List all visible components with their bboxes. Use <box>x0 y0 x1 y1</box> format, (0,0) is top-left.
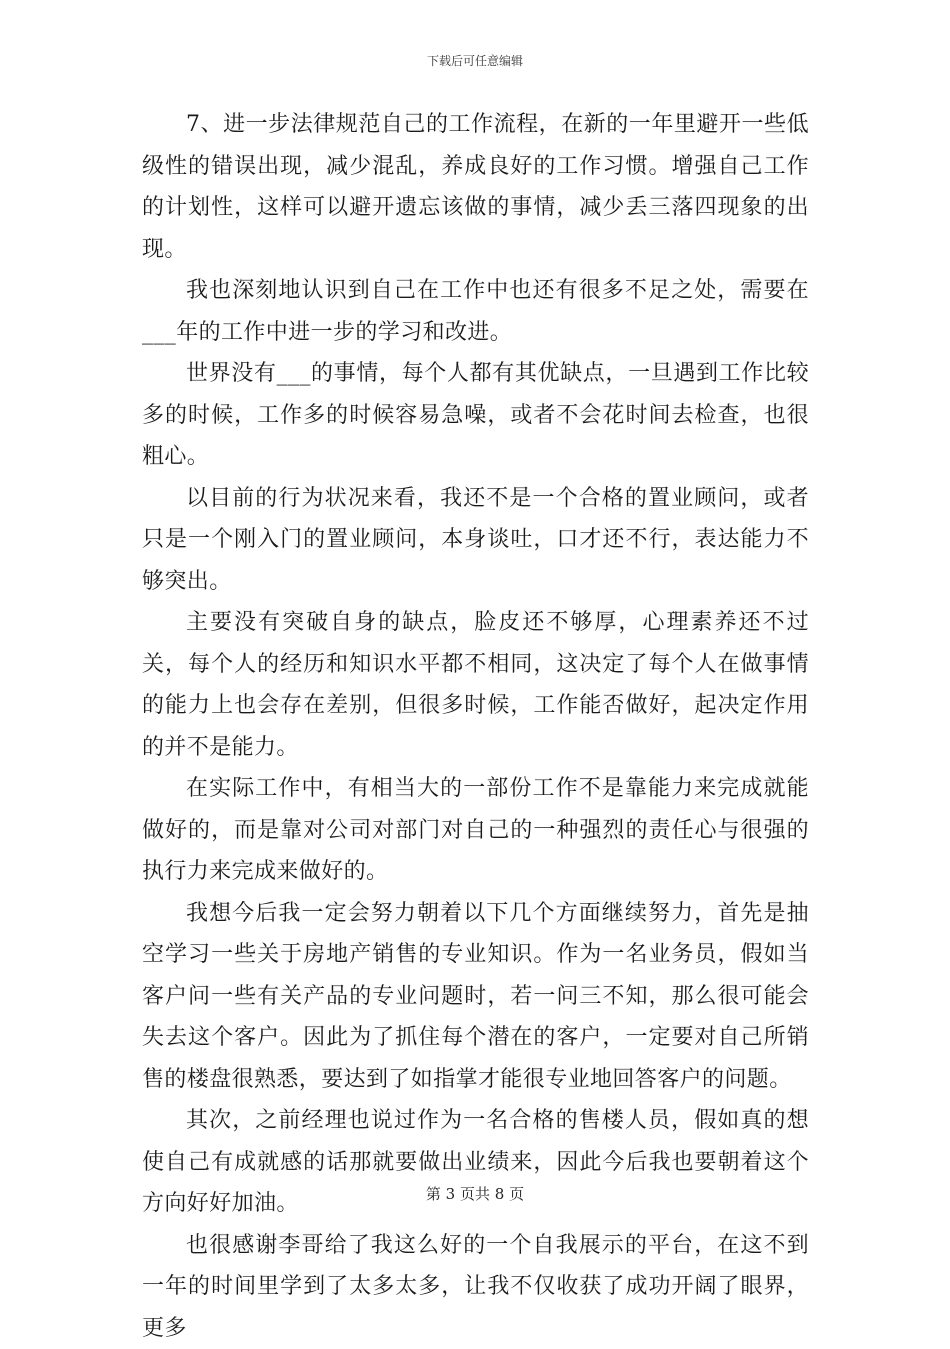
paragraph: 7、进一步法律规范自己的工作流程，在新的一年里避开一些低级性的错误出现，减少混乱，养成良好的工作习惯。增强自己工作的计划性，这样可以避开遗忘该做的事情，减少丢三落四现象的出现。 <box>142 104 809 270</box>
document-body <box>142 104 809 1349</box>
paragraph: 在实际工作中，有相当大的一部份工作不是靠能力来完成就能做好的，而是靠对公司对部门对自己的一种强烈的责任心与很强的执行力来完成来做好的。 <box>142 768 809 893</box>
paragraph: 世界没有___的事情，每个人都有其优缺点，一旦遇到工作比较多的时候，工作多的时候容易急噪，或者不会花时间去检查，也很粗心。 <box>142 353 809 478</box>
page-header-note: 下载后可任意编辑 <box>0 52 950 69</box>
paragraph: 也很感谢李哥给了我这么好的一个自我展示的平台，在这不到一年的时间里学到了太多太多，让我不仅收获了成功开阔了眼界，更多 <box>142 1225 809 1349</box>
paragraph: 其次，之前经理也说过作为一名合格的售楼人员，假如真的想使自己有成就感的话那就要做出业绩来，因此今后我也要朝着这个方向好好加油。 <box>142 1100 809 1225</box>
page-number-footer: 第 3 页共 8 页 <box>0 1183 950 1204</box>
paragraph: 以目前的行为状况来看，我还不是一个合格的置业顾问，或者只是一个刚入门的置业顾问，本身谈吐，口才还不行，表达能力不够突出。 <box>142 478 809 603</box>
paragraph: 我也深刻地认识到自己在工作中也还有很多不足之处，需要在___年的工作中进一步的学习和改进。 <box>142 270 809 353</box>
paragraph: 主要没有突破自身的缺点，脸皮还不够厚，心理素养还不过关，每个人的经历和知识水平都不相同，这决定了每个人在做事情的能力上也会存在差别，但很多时候，工作能否做好，起决定作用的并不是能力。 <box>142 602 809 768</box>
paragraph: 我想今后我一定会努力朝着以下几个方面继续努力，首先是抽空学习一些关于房地产销售的专业知识。作为一名业务员，假如当客户问一些有关产品的专业问题时，若一问三不知，那么很可能会失去这个客户。因此为了抓住每个潜在的客户，一定要对自己所销售的楼盘很熟悉，要达到了如指掌才能很专业地回答客户的问题。 <box>142 893 809 1101</box>
